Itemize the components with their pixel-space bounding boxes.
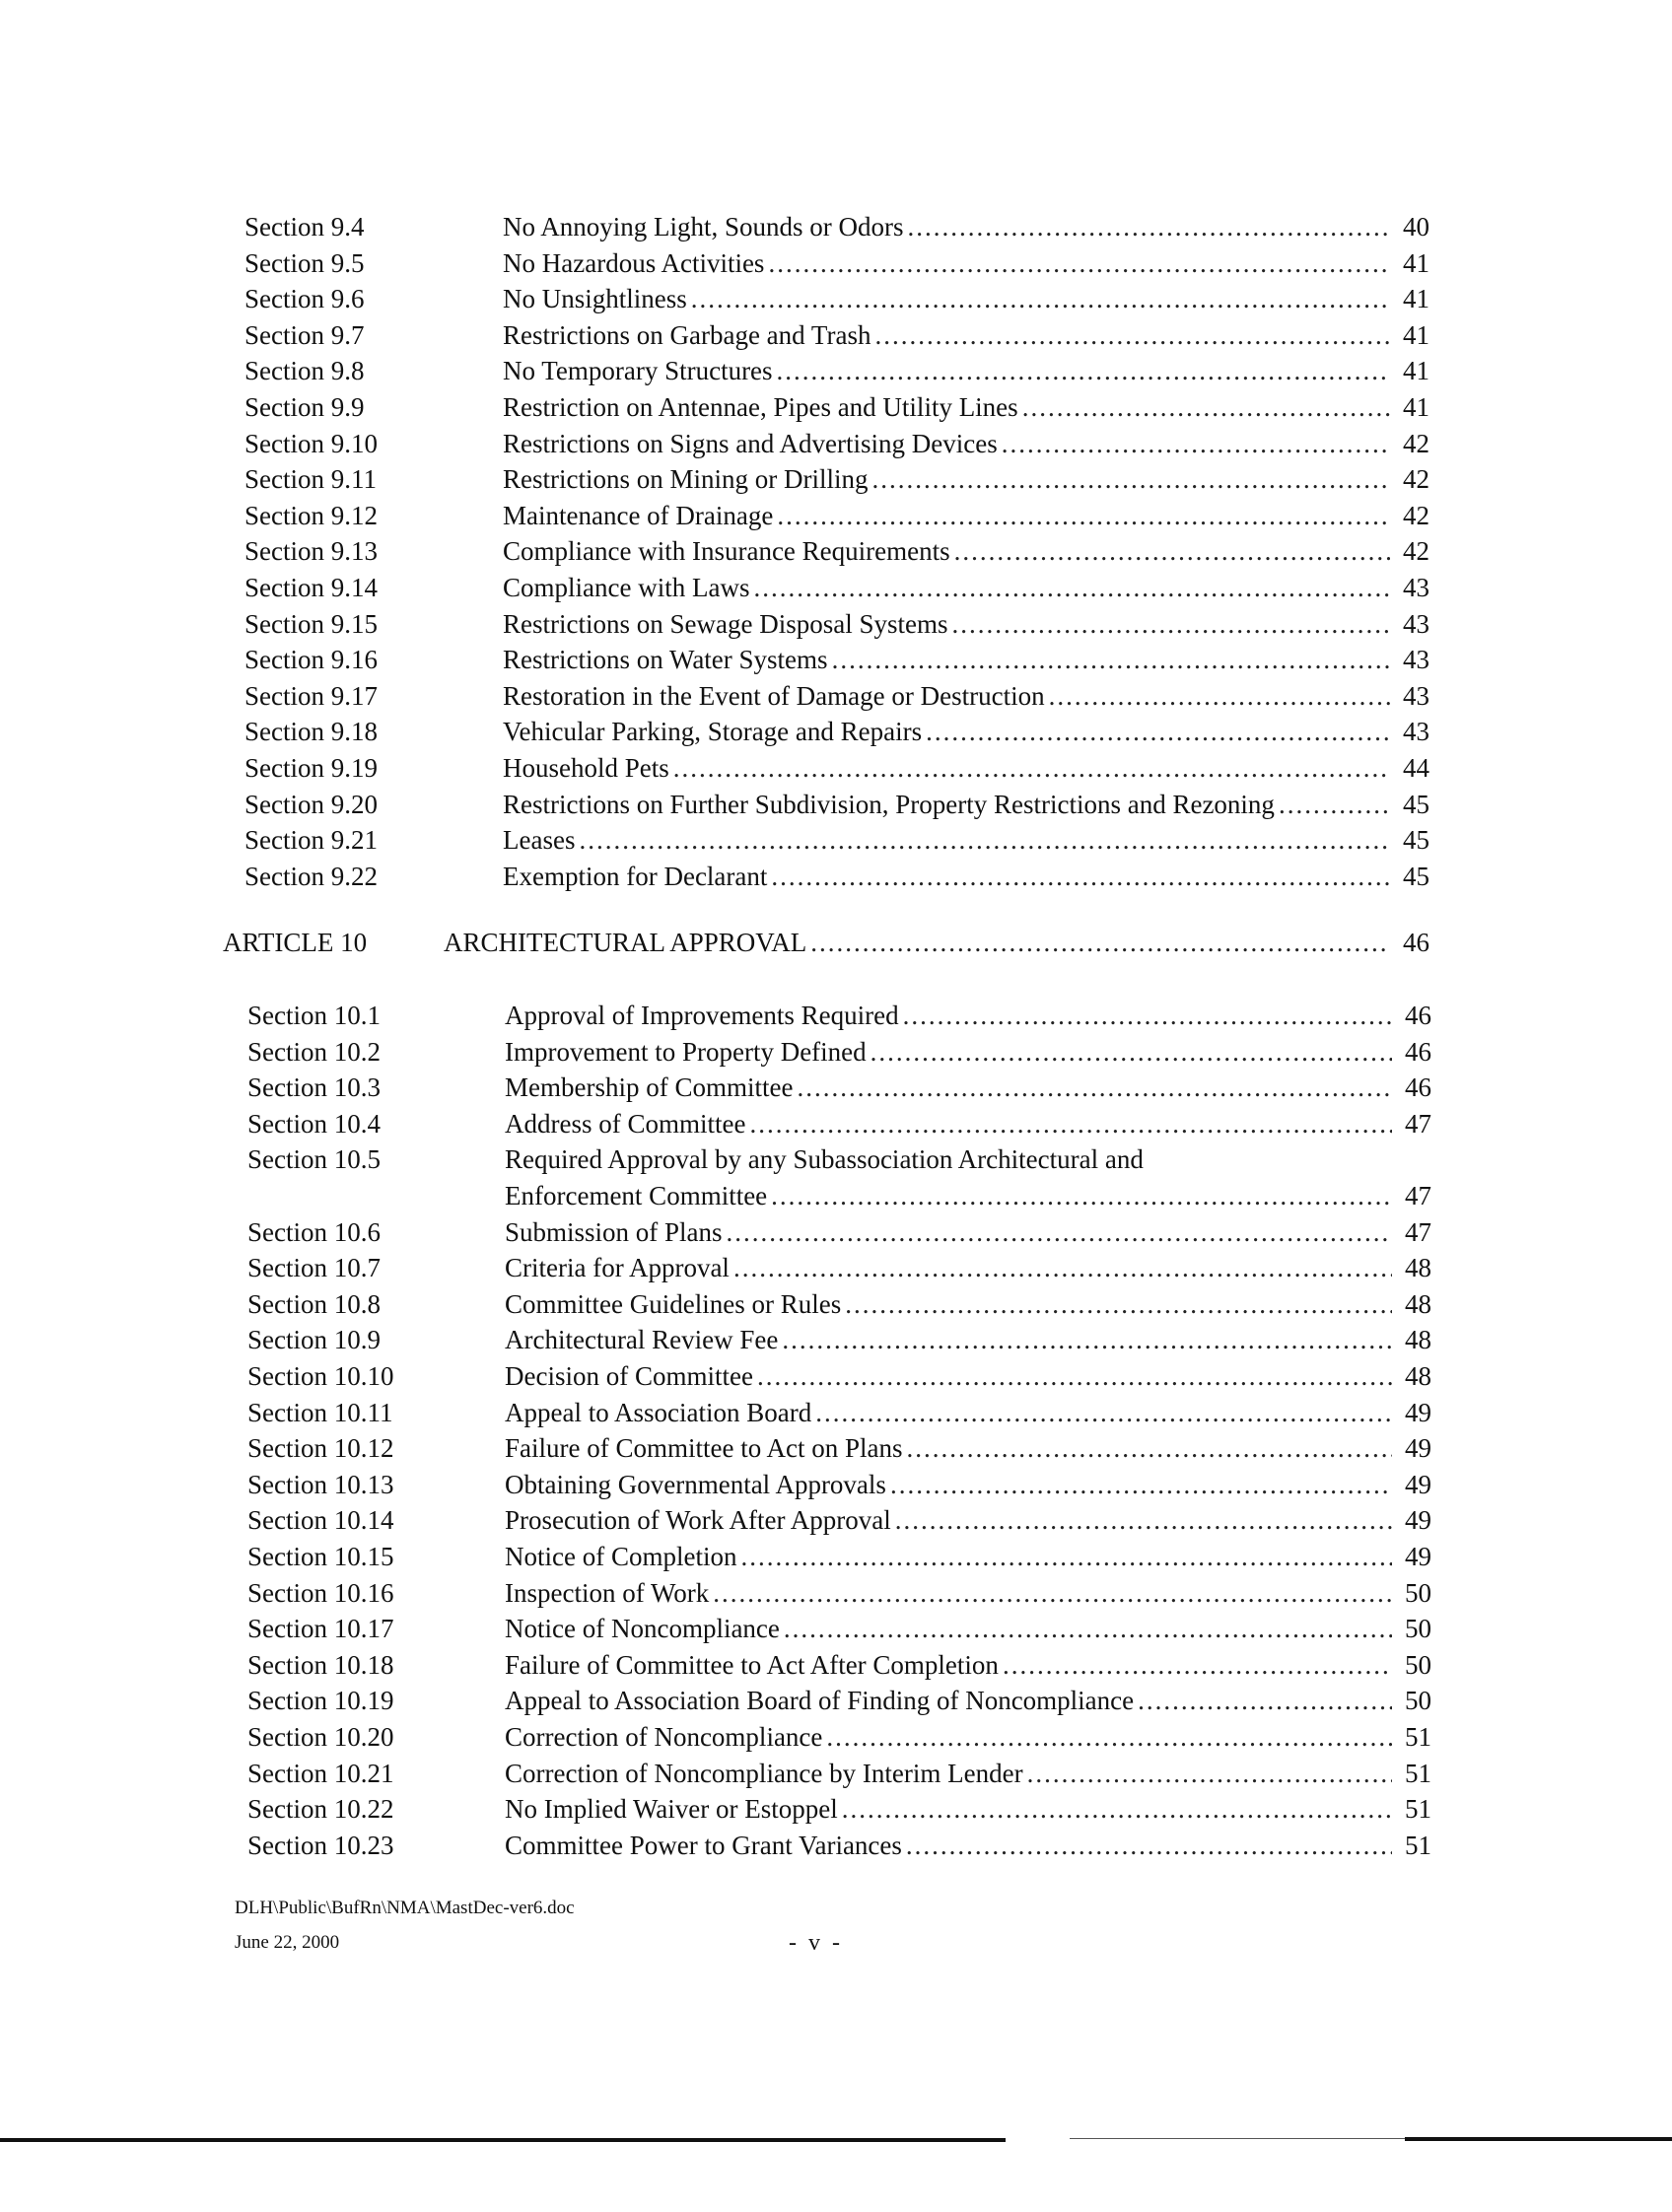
toc-page-number: 45 (1403, 790, 1429, 819)
toc-entry (505, 1250, 1431, 1285)
toc-entry (505, 1286, 1431, 1322)
dot-leader (1003, 1647, 1392, 1683)
toc-entry-title: No Unsightliness (503, 284, 687, 313)
toc-row (0, 570, 1672, 605)
dot-leader (908, 209, 1390, 244)
toc-section-label: Section 10.13 (247, 1470, 394, 1499)
toc-entry-title: Notice of Noncompliance (505, 1614, 780, 1643)
toc-entry (503, 245, 1429, 281)
toc-row (0, 1502, 1672, 1538)
toc-entry-title: Restrictions on Water Systems (503, 645, 828, 674)
dot-leader (753, 570, 1390, 605)
toc-page-number: 48 (1405, 1253, 1431, 1282)
dot-leader (903, 998, 1392, 1033)
toc-entry (505, 1539, 1431, 1574)
toc-section-label: Section 9.16 (244, 645, 378, 674)
toc-entry (503, 642, 1429, 677)
toc-entry (503, 859, 1429, 894)
toc-section-label: Section 9.22 (244, 862, 378, 891)
toc-entry-title: Appeal to Association Board (505, 1398, 812, 1427)
toc-entry (505, 1214, 1431, 1250)
dot-leader (842, 1791, 1392, 1827)
toc-row (0, 678, 1672, 714)
dot-leader (845, 1286, 1392, 1322)
toc-row (0, 714, 1672, 749)
toc-entry-title: Restoration in the Event of Damage or Destruction (503, 681, 1045, 711)
toc-entry-title: Improvement to Property Defined (505, 1037, 867, 1067)
toc-section-label: Section 9.5 (244, 248, 365, 278)
toc-section-label: Section 10.6 (247, 1217, 381, 1247)
toc-entry (505, 1611, 1431, 1646)
toc-row (0, 642, 1672, 677)
dot-leader (872, 461, 1391, 497)
dot-leader (777, 353, 1390, 388)
toc-row (0, 533, 1672, 569)
toc-entry (505, 1430, 1431, 1466)
toc-entry-title: Compliance with Insurance Requirements (503, 536, 950, 566)
toc-page-number: 48 (1405, 1289, 1431, 1319)
toc-row (0, 1106, 1672, 1141)
toc-row (0, 1214, 1672, 1250)
toc-row (0, 1575, 1672, 1611)
toc-entry (503, 426, 1429, 461)
toc-entry-title: Restrictions on Signs and Advertising Devices (503, 429, 998, 458)
toc-row (0, 1286, 1672, 1322)
toc-page-number: 47 (1405, 1217, 1431, 1247)
toc-section-label: Section 9.10 (244, 429, 378, 458)
toc-section-label: Section 10.19 (247, 1686, 394, 1715)
toc-page-number: 51 (1405, 1794, 1431, 1824)
toc-entry (505, 1828, 1431, 1863)
toc-section-label: Section 9.14 (244, 573, 378, 602)
toc-page-number: 43 (1403, 645, 1429, 674)
toc-page-number: 41 (1403, 356, 1429, 385)
toc-entry-title: Prosecution of Work After Approval (505, 1505, 891, 1535)
toc-page-number: 47 (1405, 1109, 1431, 1139)
toc-page-number: 43 (1403, 717, 1429, 746)
toc-entry-title: Restriction on Antennae, Pipes and Utility Lines (503, 392, 1018, 422)
toc-entry-title: Failure of Committee to Act After Completion (505, 1650, 999, 1680)
toc-section-label: Section 10.7 (247, 1253, 381, 1282)
toc-entry (503, 533, 1429, 569)
toc-entry-title: No Annoying Light, Sounds or Odors (503, 212, 904, 242)
dot-leader (733, 1250, 1392, 1285)
toc-row (0, 1430, 1672, 1466)
toc-section-label: Section 10.12 (247, 1433, 394, 1463)
toc-section-label: Section 9.17 (244, 681, 378, 711)
dot-leader (926, 714, 1390, 749)
dot-leader (771, 859, 1390, 894)
toc-row (0, 1358, 1672, 1394)
toc-entry-title: Approval of Improvements Required (505, 1001, 899, 1030)
toc-entry-title: Compliance with Laws (503, 573, 750, 602)
toc-entry-title: Correction of Noncompliance by Interim Lender (505, 1759, 1023, 1788)
toc-section-label: Section 10.14 (247, 1505, 394, 1535)
toc-entry (505, 1141, 1431, 1177)
dot-leader (826, 1719, 1392, 1755)
toc-section-label: Section 9.4 (244, 212, 365, 242)
article-label: ARTICLE 10 (223, 928, 368, 957)
dot-leader (874, 317, 1390, 353)
dot-leader (771, 1178, 1392, 1213)
toc-page-number: 48 (1405, 1361, 1431, 1391)
toc-entry (505, 1502, 1431, 1538)
toc-row (0, 1070, 1672, 1105)
dot-leader (757, 1358, 1392, 1394)
toc-row (0, 389, 1672, 425)
dot-leader (727, 1214, 1392, 1250)
toc-row (0, 353, 1672, 388)
toc-section-label: Section 9.8 (244, 356, 365, 385)
toc-row (0, 426, 1672, 461)
dot-leader (749, 1106, 1392, 1141)
toc-section-label: Section 10.20 (247, 1722, 394, 1752)
toc-page-number: 42 (1403, 429, 1429, 458)
dot-leader (906, 1430, 1392, 1466)
toc-page-number: 47 (1405, 1181, 1431, 1210)
dot-leader (815, 1395, 1392, 1430)
toc-entry (505, 1106, 1431, 1141)
toc-entry (444, 925, 1429, 960)
toc-section-label: Section 10.17 (247, 1614, 394, 1643)
toc-entry (503, 750, 1429, 786)
toc-entry-title: Committee Guidelines or Rules (505, 1289, 842, 1319)
toc-page-number: 49 (1405, 1470, 1431, 1499)
toc-page-number: 41 (1403, 248, 1429, 278)
article-title: ARCHITECTURAL APPROVAL (444, 928, 807, 957)
toc-entry (505, 1756, 1431, 1791)
toc-section-label: Section 10.15 (247, 1542, 394, 1571)
toc-page-number: 49 (1405, 1542, 1431, 1571)
toc-entry (505, 1791, 1431, 1827)
toc-entry-title: Criteria for Approval (505, 1253, 730, 1282)
toc-page-number: 41 (1403, 284, 1429, 313)
toc-entry (505, 1322, 1431, 1357)
toc-section-label: Section 10.9 (247, 1325, 381, 1354)
toc-row (0, 1250, 1672, 1285)
toc-entry-title: Architectural Review Fee (505, 1325, 779, 1354)
toc-section-label: Section 9.13 (244, 536, 378, 566)
toc-entry (503, 678, 1429, 714)
toc-row (0, 998, 1672, 1033)
toc-page-number: 49 (1405, 1398, 1431, 1427)
dot-leader (673, 750, 1390, 786)
toc-page-number: 45 (1403, 862, 1429, 891)
toc-page-number: 50 (1405, 1614, 1431, 1643)
toc-page-number: 43 (1403, 573, 1429, 602)
toc-section-label: Section 9.12 (244, 501, 378, 530)
toc-entry (503, 498, 1429, 533)
toc-entry-title: Required Approval by any Subassociation Architectural and (505, 1144, 1144, 1174)
toc-entry (503, 606, 1429, 642)
toc-entry-title: Obtaining Governmental Approvals (505, 1470, 886, 1499)
toc-entry-title-continuation: Enforcement Committee (505, 1181, 768, 1210)
toc-entry-title: No Implied Waiver or Estoppel (505, 1794, 838, 1824)
toc-page-number: 43 (1403, 609, 1429, 639)
dot-leader (906, 1828, 1392, 1863)
toc-row (0, 1647, 1672, 1683)
toc-entry (503, 353, 1429, 388)
toc-section-label: Section 10.1 (247, 1001, 381, 1030)
toc-section-label: Section 10.2 (247, 1037, 381, 1067)
toc-entry (505, 1575, 1431, 1611)
dot-leader (1279, 787, 1390, 822)
toc-section-label: Section 10.23 (247, 1831, 394, 1860)
toc-entry-title: Vehicular Parking, Storage and Repairs (503, 717, 923, 746)
toc-entry-title: Exemption for Declarant (503, 862, 768, 891)
toc-entry-title: Membership of Committee (505, 1072, 794, 1102)
toc-entry (505, 1178, 1431, 1213)
toc-entry (503, 822, 1429, 858)
toc-entry-title: Committee Power to Grant Variances (505, 1831, 902, 1860)
toc-page-number: 50 (1405, 1650, 1431, 1680)
toc-row (0, 787, 1672, 822)
page-number: - v - (789, 1930, 843, 1956)
toc-section-label: Section 9.19 (244, 753, 378, 783)
toc-page-number: 46 (1403, 928, 1429, 957)
toc-entry (505, 1070, 1431, 1105)
toc-entry (503, 389, 1429, 425)
toc-entry-title: Correction of Noncompliance (505, 1722, 823, 1752)
toc-section-label: Section 10.21 (247, 1759, 394, 1788)
toc-entry-title: Restrictions on Further Subdivision, Property Restrictions and Rezoning (503, 790, 1275, 819)
toc-entry-title: Maintenance of Drainage (503, 501, 774, 530)
toc-entry (505, 1358, 1431, 1394)
article-heading-row (0, 925, 1672, 960)
toc-row (0, 859, 1672, 894)
toc-page-number: 50 (1405, 1578, 1431, 1608)
toc-row (0, 1539, 1672, 1574)
bottom-rule-left (0, 2138, 1006, 2142)
toc-entry-title: Restrictions on Garbage and Trash (503, 320, 871, 350)
footer-date: June 22, 2000 (235, 1932, 340, 1953)
toc-section-label: Section 10.10 (247, 1361, 394, 1391)
toc-entry (503, 787, 1429, 822)
dot-leader (713, 1575, 1392, 1611)
toc-row (0, 1683, 1672, 1718)
toc-page-number: 42 (1403, 501, 1429, 530)
toc-page-number: 51 (1405, 1831, 1431, 1860)
toc-page-number: 46 (1405, 1001, 1431, 1030)
dot-leader (832, 642, 1390, 677)
toc-row (0, 1034, 1672, 1070)
toc-entry-title: Notice of Completion (505, 1542, 737, 1571)
toc-row (0, 1719, 1672, 1755)
toc-entry (503, 317, 1429, 353)
dot-leader (782, 1322, 1392, 1357)
toc-page-number: 46 (1405, 1072, 1431, 1102)
toc-section-label: Section 10.22 (247, 1794, 394, 1824)
dot-leader (890, 1467, 1392, 1502)
dot-leader (895, 1502, 1392, 1538)
dot-leader (691, 281, 1390, 316)
dot-leader (951, 606, 1390, 642)
toc-section-label: Section 9.6 (244, 284, 365, 313)
dot-leader (777, 498, 1390, 533)
toc-entry (503, 281, 1429, 316)
toc-page-number: 40 (1403, 212, 1429, 242)
toc-row (0, 606, 1672, 642)
toc-entry (503, 209, 1429, 244)
toc-entry (505, 1719, 1431, 1755)
dot-leader (1049, 678, 1390, 714)
toc-page-number: 41 (1403, 392, 1429, 422)
toc-entry-title: Address of Committee (505, 1109, 746, 1139)
toc-section-label: Section 9.20 (244, 790, 378, 819)
toc-entry (503, 714, 1429, 749)
toc-page-number: 51 (1405, 1722, 1431, 1752)
toc-entry-title: Failure of Committee to Act on Plans (505, 1433, 903, 1463)
dot-leader (797, 1070, 1392, 1105)
toc-row (0, 461, 1672, 497)
toc-entry (503, 570, 1429, 605)
toc-page-number: 44 (1403, 753, 1429, 783)
bottom-rule-middle (1070, 2138, 1405, 2139)
toc-row (0, 1395, 1672, 1430)
toc-entry (505, 1467, 1431, 1502)
toc-row (0, 281, 1672, 316)
toc-entry (505, 1683, 1431, 1718)
toc-entry-title: Decision of Committee (505, 1361, 753, 1391)
dot-leader (810, 925, 1390, 960)
dot-leader (579, 822, 1390, 858)
bottom-rule-right (1405, 2137, 1672, 2141)
toc-entry-title: No Hazardous Activities (503, 248, 765, 278)
toc-section-label: Section 9.7 (244, 320, 365, 350)
toc-entry-title: Appeal to Association Board of Finding of Noncompliance (505, 1686, 1135, 1715)
toc-section-label: Section 10.11 (247, 1398, 393, 1427)
toc-page-number: 49 (1405, 1505, 1431, 1535)
toc-row (0, 822, 1672, 858)
toc-entry (505, 1034, 1431, 1070)
toc-entry-title: Restrictions on Mining or Drilling (503, 464, 869, 494)
toc-entry (503, 461, 1429, 497)
footer-file-path: DLH\Public\BufRn\NMA\MastDec-ver6.doc (235, 1898, 575, 1918)
toc-page-number: 46 (1405, 1037, 1431, 1067)
toc-page-number: 45 (1403, 825, 1429, 855)
toc-row (0, 1791, 1672, 1827)
dot-leader (740, 1539, 1392, 1574)
toc-entry-title: No Temporary Structures (503, 356, 773, 385)
dot-leader (784, 1611, 1392, 1646)
toc-entry-title: Submission of Plans (505, 1217, 723, 1247)
dot-leader (871, 1034, 1392, 1070)
toc-section-label: Section 9.11 (244, 464, 377, 494)
toc-section-label: Section 9.18 (244, 717, 378, 746)
toc-row (0, 1141, 1672, 1177)
toc-row (0, 1322, 1672, 1357)
dot-leader (1022, 389, 1390, 425)
toc-entry (505, 1647, 1431, 1683)
toc-page-number: 43 (1403, 681, 1429, 711)
toc-page-number: 41 (1403, 320, 1429, 350)
toc-page-number: 42 (1403, 464, 1429, 494)
toc-page-number: 51 (1405, 1759, 1431, 1788)
toc-entry-title: Household Pets (503, 753, 669, 783)
toc-row (0, 209, 1672, 244)
toc-row (0, 1756, 1672, 1791)
toc-section-label: Section 10.3 (247, 1072, 381, 1102)
toc-entry-title: Leases (503, 825, 576, 855)
toc-section-label: Section 10.4 (247, 1109, 381, 1139)
toc-section-label: Section 10.16 (247, 1578, 394, 1608)
toc-row (0, 1828, 1672, 1863)
toc-entry (505, 1395, 1431, 1430)
toc-page-number: 50 (1405, 1686, 1431, 1715)
toc-section-label: Section 9.9 (244, 392, 365, 422)
toc-row (0, 1611, 1672, 1646)
toc-row (0, 317, 1672, 353)
toc-row (0, 1178, 1672, 1213)
dot-leader (1138, 1683, 1392, 1718)
dot-leader (1002, 426, 1390, 461)
dot-leader (1027, 1756, 1392, 1791)
toc-page-number: 48 (1405, 1325, 1431, 1354)
toc-entry-title: Inspection of Work (505, 1578, 710, 1608)
toc-entry (505, 998, 1431, 1033)
toc-row (0, 750, 1672, 786)
toc-section-label: Section 9.21 (244, 825, 378, 855)
toc-row (0, 498, 1672, 533)
toc-page-number: 49 (1405, 1433, 1431, 1463)
toc-section-label: Section 10.8 (247, 1289, 381, 1319)
toc-section-label: Section 10.5 (247, 1144, 381, 1174)
toc-row (0, 1467, 1672, 1502)
dot-leader (768, 245, 1390, 281)
toc-section-label: Section 10.18 (247, 1650, 394, 1680)
toc-entry-title: Restrictions on Sewage Disposal Systems (503, 609, 948, 639)
toc-section-label: Section 9.15 (244, 609, 378, 639)
toc-page-number: 42 (1403, 536, 1429, 566)
dot-leader (954, 533, 1390, 569)
toc-row (0, 245, 1672, 281)
